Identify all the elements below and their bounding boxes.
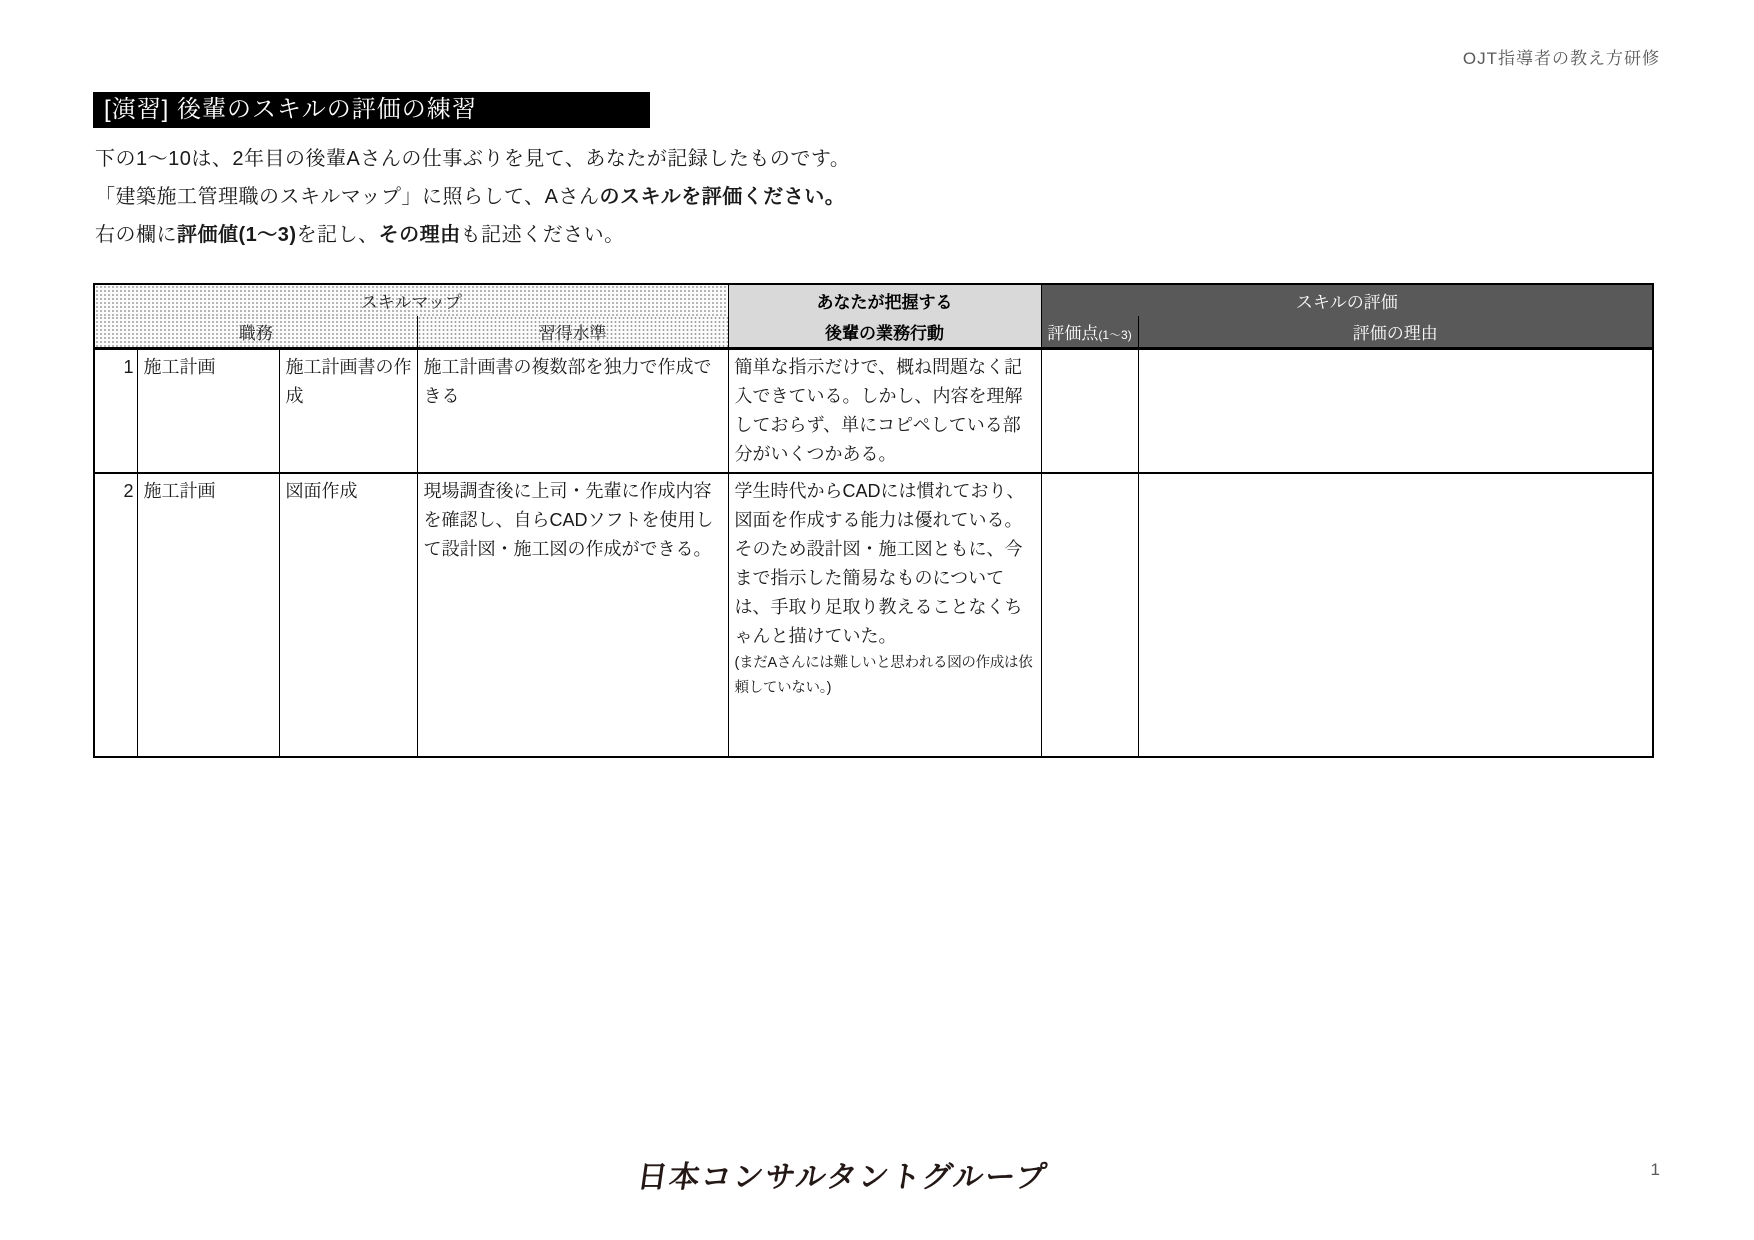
header-skillmap-group: スキルマップ xyxy=(94,284,728,316)
company-logo: 日本コンサルタントグループ xyxy=(635,1161,1050,1194)
intro-line-2: 「建築施工管理職のスキルマップ」に照らして、Aさんのスキルを評価ください。 xyxy=(95,186,846,208)
reason-input-cell[interactable] xyxy=(1138,473,1653,757)
behavior-cell: 簡単な指示だけで、概ね問題なく記入できている。しかし、内容を理解しておらず、単にコピペしている部分がいくつかある。 xyxy=(728,348,1041,473)
behavior-text: 学生時代からCADには慣れており、図面を作成する能力は優れている。そのため設計図・施工図ともに、今まで指示した簡易なものについては、手取り足取り教えることなくちゃんと描けていた。 xyxy=(734,480,1025,646)
score-input-cell[interactable] xyxy=(1041,473,1138,757)
header-eval-group: スキルの評価 xyxy=(1041,284,1653,316)
exercise-title: [演習] 後輩のスキルの評価の練習 xyxy=(104,96,477,123)
reason-input-cell[interactable] xyxy=(1138,348,1653,473)
header-eval-reason-column: 評価の理由 xyxy=(1138,316,1653,348)
intro-text xyxy=(95,140,850,254)
score-input-cell[interactable] xyxy=(1041,348,1138,473)
task-cell: 施工計画書の作成 xyxy=(279,348,417,473)
page-number: 1 xyxy=(1650,1160,1660,1179)
header-level-column: 習得水準 xyxy=(417,316,728,348)
exercise-title-bar xyxy=(93,92,650,128)
row-number: 1 xyxy=(94,348,137,473)
header-eval-score-column: 評価点(1～3) xyxy=(1041,316,1138,348)
table-row-2 xyxy=(94,473,1653,757)
course-title: OJT指導者の教え方研修 xyxy=(1462,49,1660,68)
table-row-1 xyxy=(94,348,1653,473)
level-cell: 施工計画書の複数部を独力で作成できる xyxy=(417,348,728,473)
row-number: 2 xyxy=(94,473,137,757)
job-cell: 施工計画 xyxy=(137,473,279,757)
behavior-note: (まだAさんには難しいと思われる図の作成は依頼していない。) xyxy=(734,654,1033,696)
intro-line-3: 右の欄に評価値(1～3)を記し、その理由も記述ください。 xyxy=(95,224,625,246)
header-grasp-line2: 後輩の業務行動 xyxy=(728,316,1041,348)
job-cell: 施工計画 xyxy=(137,348,279,473)
level-cell: 現場調査後に上司・先輩に作成内容を確認し、自らCADソフトを使用して設計図・施工図の作成ができる。 xyxy=(417,473,728,757)
intro-line-1: 下の1～10は、2年目の後輩Aさんの仕事ぶりを見て、あなたが記録したものです。 xyxy=(95,148,851,170)
header-job-column: 職務 xyxy=(94,316,417,348)
header-grasp-line1: あなたが把握する xyxy=(728,284,1041,316)
behavior-cell xyxy=(728,473,1041,757)
skill-evaluation-table xyxy=(93,283,1654,758)
task-cell: 図面作成 xyxy=(279,473,417,757)
